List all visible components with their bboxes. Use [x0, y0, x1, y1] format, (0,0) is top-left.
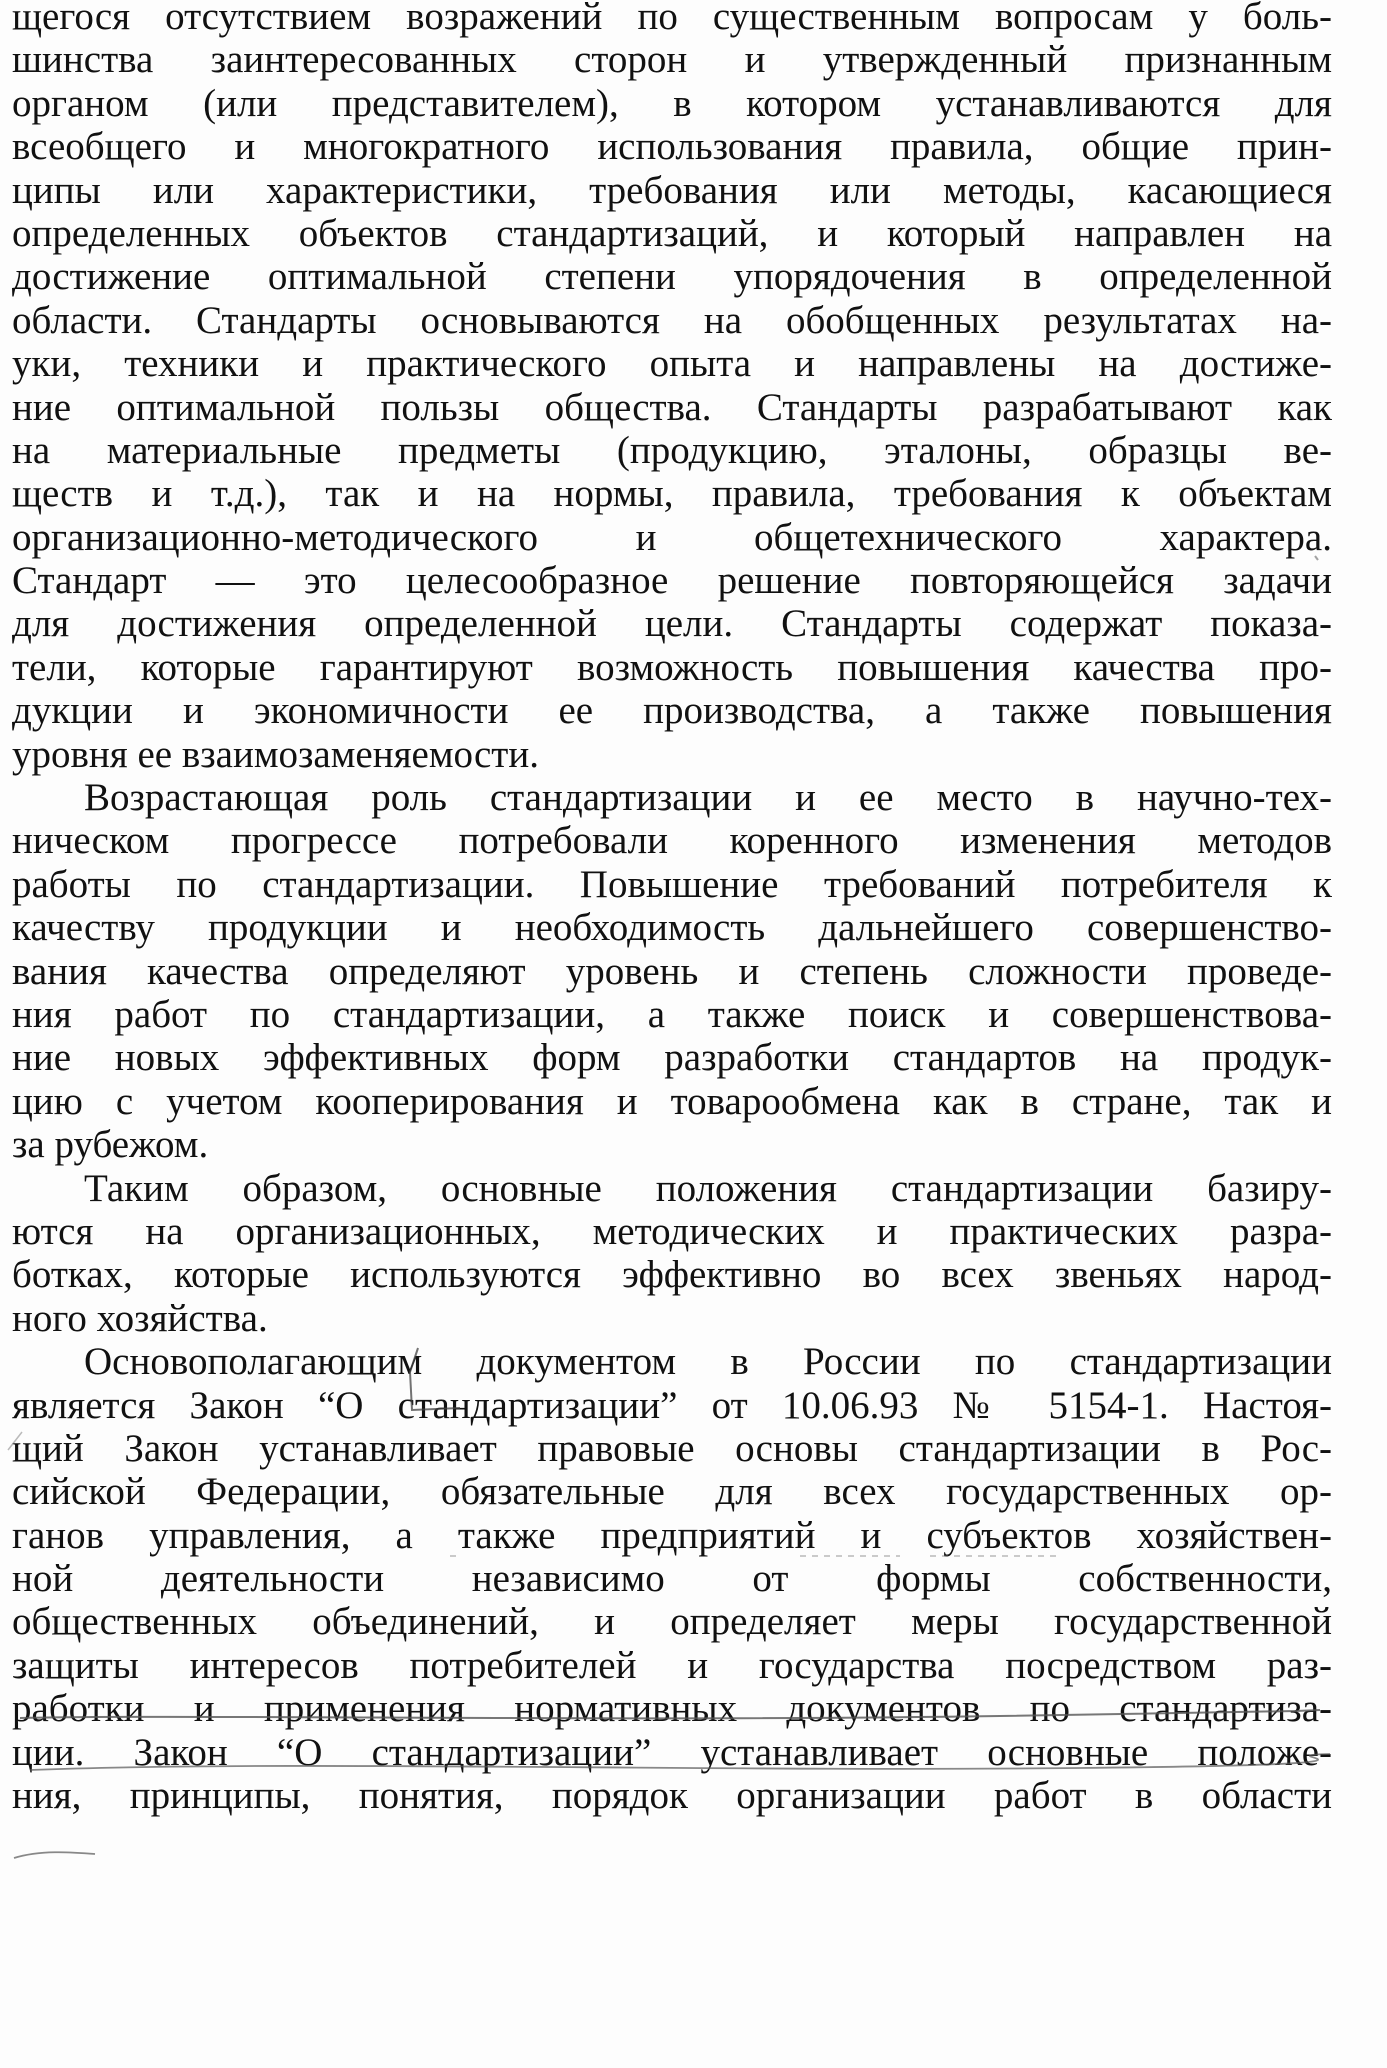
text-line: за рубежом.: [12, 1123, 209, 1167]
text-line: на материальные предметы (продукцию, эталоны, образцы ве-: [12, 428, 1332, 472]
text-line: Таким образом, основные положения стандартизации базиру-: [84, 1166, 1332, 1210]
text-line: шинства заинтересованных сторон и утвержденный признанным: [12, 38, 1332, 82]
text-line: организационно-методического и общетехнического характера.: [12, 515, 1332, 559]
text-line: ния, принципы, понятия, порядок организации работ в области: [12, 1774, 1332, 1818]
text-line: ганов управления, а также предприятий и субъектов хозяйствен-: [12, 1513, 1332, 1557]
text-line: щий Закон устанавливает правовые основы стандартизации в Рос-: [12, 1426, 1332, 1470]
text-line: сийской Федерации, обязательные для всех государственных ор-: [12, 1470, 1332, 1514]
text-line: защиты интересов потребителей и государства посредством раз-: [12, 1643, 1332, 1687]
text-line: работы по стандартизации. Повышение требований потребителя к: [12, 862, 1332, 906]
paragraph-4: [12, 1340, 1332, 1817]
text-line: ния работ по стандартизации, а также поиск и совершенствова-: [12, 992, 1332, 1036]
text-line: щегося отсутствием возражений по существенным вопросам у боль-: [12, 0, 1332, 38]
text-line: органом (или представителем), в котором устанавливаются для: [12, 81, 1332, 125]
text-line: ние новых эффективных форм разработки стандартов на продук-: [12, 1036, 1332, 1080]
text-line: ническом прогрессе потребовали коренного изменения методов: [12, 819, 1332, 863]
text-line: уровня ее взаимозаменяемости.: [12, 732, 539, 776]
text-line: достижение оптимальной степени упорядочения в определенной: [12, 255, 1332, 299]
text-line: области. Стандарты основываются на обобщенных результатах на-: [12, 298, 1332, 342]
text-line: ются на организационных, методических и практических разра-: [12, 1209, 1332, 1253]
text-line: уки, техники и практического опыта и направлены на достиже-: [12, 342, 1332, 386]
text-line: ботках, которые используются эффективно во всех звеньях народ-: [12, 1253, 1332, 1297]
text-line: качеству продукции и необходимость дальнейшего совершенство-: [12, 906, 1332, 950]
paragraph-1: [12, 0, 1332, 776]
body-text: [12, 0, 1332, 1817]
text-line: вания качества определяют уровень и степень сложности проведе-: [12, 949, 1332, 993]
text-line: тели, которые гарантируют возможность повышения качества про-: [12, 645, 1332, 689]
text-line: Возрастающая роль стандартизации и ее место в научно-тех-: [84, 776, 1332, 820]
text-line: общественных объединений, и определяет меры государственной: [12, 1600, 1332, 1644]
text-line: цию с учетом кооперирования и товарообмена как в стране, так и: [12, 1079, 1332, 1123]
text-line: ной деятельности независимо от формы собственности,: [12, 1557, 1332, 1601]
text-line: ципы или характеристики, требования или методы, касающиеся: [12, 168, 1332, 212]
text-line: Основополагающим документом в России по стандартизации: [84, 1340, 1332, 1384]
text-line: ществ и т.д.), так и на нормы, правила, требования к объектам: [12, 472, 1332, 516]
text-line: всеобщего и многократного использования правила, общие прин-: [12, 125, 1332, 169]
text-line: определенных объектов стандартизаций, и который направлен на: [12, 211, 1332, 255]
text-line: Стандарт — это целесообразное решение повторяющейся задачи: [12, 559, 1332, 603]
text-line: является Закон “О стандартизации” от 10.06.93 № 5154-1. Настоя-: [12, 1383, 1332, 1427]
text-line: для достижения определенной цели. Стандарты содержат показа-: [12, 602, 1332, 646]
text-line: ции. Закон “О стандартизации” устанавливает основные положе-: [12, 1730, 1332, 1774]
text-line: ного хозяйства.: [12, 1296, 268, 1340]
paragraph-3: [12, 1167, 1332, 1341]
paragraph-2: [12, 776, 1332, 1167]
text-line: дукции и экономичности ее производства, а также повышения: [12, 689, 1332, 733]
text-line: работки и применения нормативных документов по стандартиза-: [12, 1687, 1332, 1731]
text-line: ние оптимальной пользы общества. Стандарты разрабатывают как: [12, 385, 1332, 429]
